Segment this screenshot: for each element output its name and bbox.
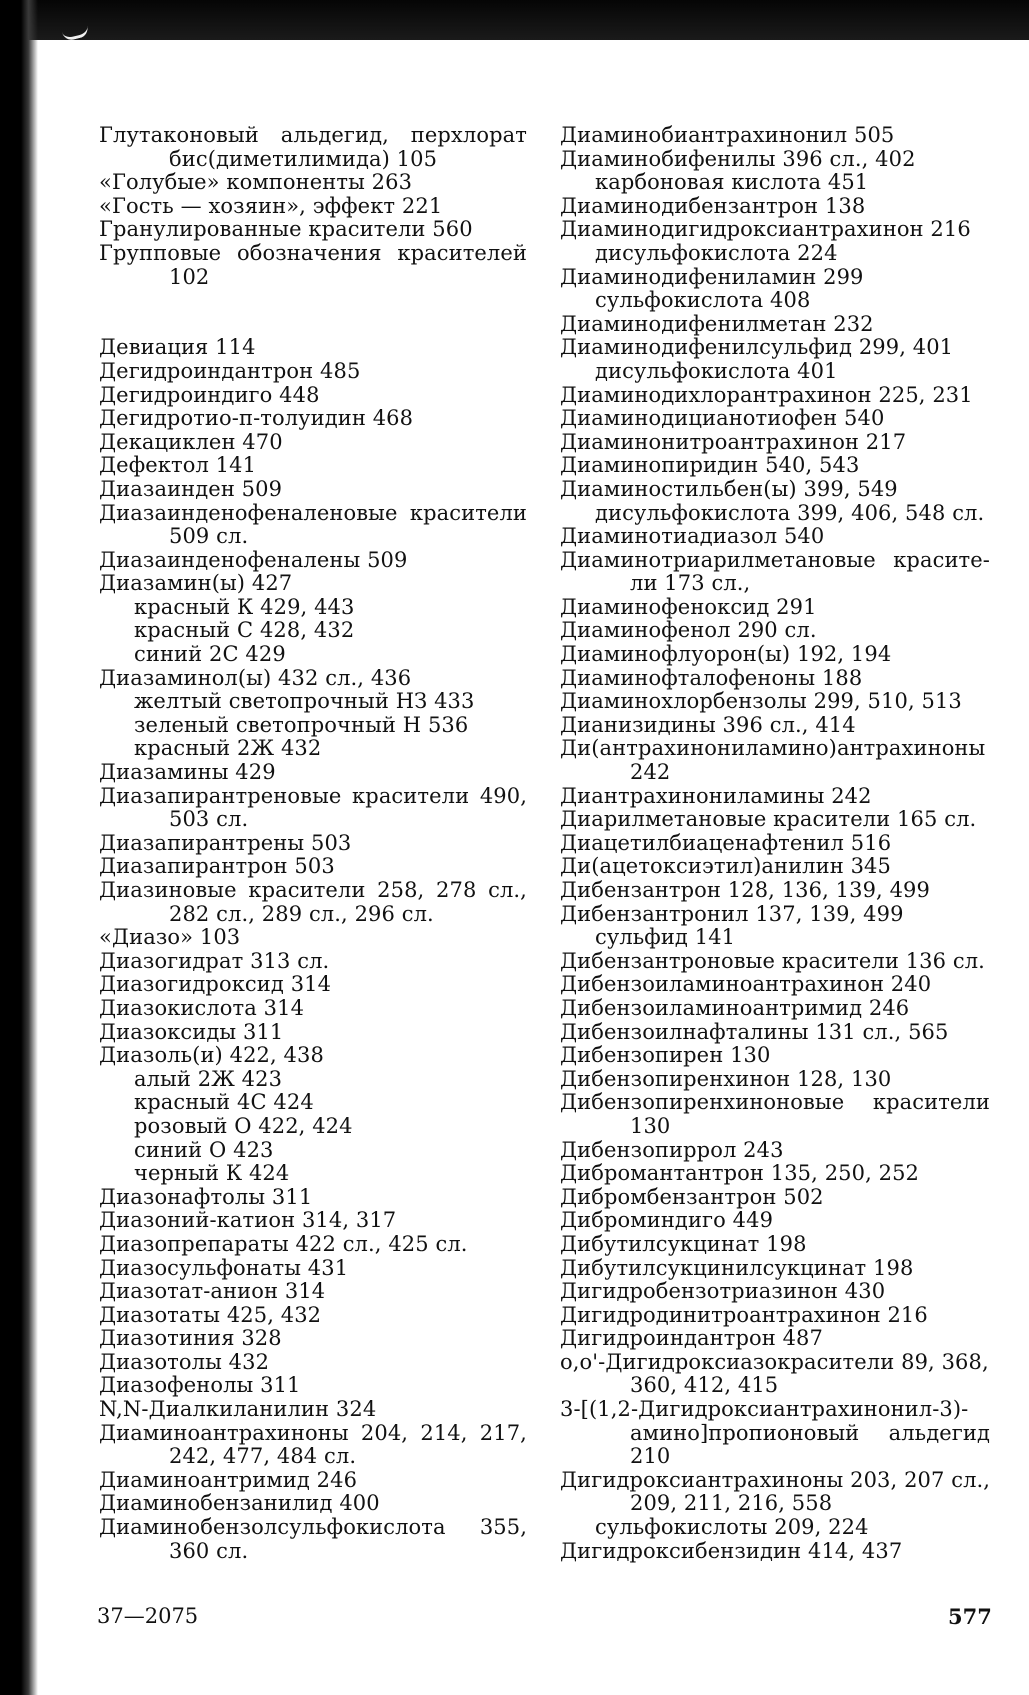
- index-entry: Диазокислота 314: [99, 995, 305, 1020]
- index-entry: Диазаминол(ы) 432 сл., 436: [99, 665, 412, 690]
- index-entry: Диаминофенол 290 сл.: [560, 618, 817, 643]
- index-entry: «Гость — хозяин», эффект 221: [99, 193, 443, 218]
- index-subentry: красный С 428, 432: [134, 618, 355, 643]
- index-entry: Диазосульфонаты 431: [99, 1255, 349, 1280]
- index-entry: Диазаинденофеналены 509: [99, 547, 408, 572]
- index-entry: Дегидротио-п-толуидин 468: [99, 406, 414, 431]
- index-entry: Диаминоантримид 246: [99, 1467, 358, 1492]
- index-entry: Диазоль(и) 422, 438: [99, 1043, 324, 1068]
- index-entry: Дегидроиндиго 448: [99, 382, 320, 407]
- index-entry: Диаминодихлорантрахинон 225, 231: [560, 382, 973, 407]
- index-entry: Дибензопирен 130: [560, 1043, 771, 1068]
- index-entry: Дибензантроновые красители 136 сл.: [560, 948, 985, 973]
- index-entry: Дианизидины 396 сл., 414: [560, 712, 856, 737]
- index-subentry: сульфид 141: [595, 925, 736, 950]
- index-column-left: [99, 124, 527, 1563]
- index-entry: Дигидроксибензидин 414, 437: [560, 1538, 903, 1563]
- index-subentry: 509 сл.: [169, 524, 249, 549]
- index-entry: Глутаконовый альдегид, перхлорат: [99, 123, 527, 147]
- index-entry: Диантрахинониламины 242: [560, 783, 872, 808]
- index-subentry: 503 сл.: [169, 807, 249, 832]
- index-entry: Диаминодифенилметан 232: [560, 311, 874, 336]
- index-entry: Диазотолы 432: [99, 1349, 270, 1374]
- index-entry: «Голубые» компоненты 263: [99, 170, 413, 195]
- index-subentry: карбоновая кислота 451: [595, 170, 869, 195]
- index-spacer: [99, 289, 527, 313]
- index-entry: Диазапирантрены 503: [99, 830, 352, 855]
- printer-signature: 37—2075: [97, 1604, 199, 1628]
- index-subentry: дисульфокислота 401: [595, 358, 838, 383]
- index-entry: Диаминодифениламин 299: [560, 264, 864, 289]
- index-entry: Диазапирантрон 503: [99, 854, 335, 879]
- index-entry: Диаминодицианотиофен 540: [560, 406, 885, 431]
- index-entry: Диазогидроксид 314: [99, 972, 332, 997]
- page-top-shadow: [0, 0, 1029, 40]
- index-entry: Ди(антрахинониламино)антрахиноны: [560, 736, 986, 761]
- index-entry: Диаминонитроантрахинон 217: [560, 429, 907, 454]
- index-spacer: [99, 313, 527, 337]
- index-entry: Диаминодигидроксиантрахинон 216: [560, 217, 971, 242]
- index-entry: Диаминофталофеноны 188: [560, 665, 863, 690]
- index-subentry: ли 173 сл.,: [630, 571, 751, 596]
- index-subentry: зеленый светопрочный Н 536: [134, 712, 469, 737]
- index-subentry: дисульфокислота 399, 406, 548 сл.: [595, 500, 985, 525]
- index-subentry: 102: [169, 264, 210, 289]
- index-subentry: синий О 423: [134, 1137, 274, 1162]
- index-entry: Диаминофлуорон(ы) 192, 194: [560, 642, 892, 667]
- page-left-edge-shadow: [0, 0, 38, 1695]
- index-entry: N,N-Диалкиланилин 324: [99, 1397, 377, 1422]
- index-subentry: 282 сл., 289 сл., 296 сл.: [169, 901, 434, 926]
- index-entry: Дибензантрон 128, 136, 139, 499: [560, 878, 930, 902]
- index-entry: Диаминостильбен(ы) 399, 549: [560, 476, 898, 501]
- index-entry: Диазотаты 425, 432: [99, 1302, 322, 1327]
- index-entry: Диаминотриарилметановые красите-: [560, 547, 990, 572]
- index-entry: Диаминофеноксид 291: [560, 594, 817, 619]
- index-entry: Дигидродинитроантрахинон 216: [560, 1302, 928, 1327]
- index-subentry: амино]пропионовый альдегид: [630, 1420, 990, 1445]
- index-entry: Дибензопиренхиноновые красители: [560, 1090, 990, 1115]
- index-entry: Диазотат-анион 314: [99, 1279, 326, 1304]
- index-entry: Диазоксиды 311: [99, 1019, 284, 1044]
- index-entry: Диазамин(ы) 427: [99, 571, 293, 596]
- index-entry: Диаминодифенилсульфид 299, 401: [560, 335, 954, 360]
- index-subentry: 242, 477, 484 сл.: [169, 1444, 357, 1469]
- index-entry: Диазоний-катион 314, 317: [99, 1208, 397, 1233]
- index-entry: Диаминобензолсульфокислота 355,: [99, 1515, 527, 1540]
- index-entry: Дибромбензантрон 502: [560, 1184, 824, 1209]
- index-column-right: [560, 124, 990, 1563]
- index-subentry: 242: [630, 760, 671, 785]
- index-entry: Диазонафтолы 311: [99, 1184, 313, 1209]
- index-entry: Дефектол 141: [99, 453, 257, 478]
- index-subentry: 360, 412, 415: [630, 1373, 779, 1398]
- index-entry: Дибензопиррол 243: [560, 1137, 784, 1162]
- index-subentry: алый 2Ж 423: [134, 1066, 283, 1091]
- index-subentry: 130: [630, 1113, 671, 1138]
- index-subentry: синий 2С 429: [134, 642, 286, 667]
- index-subentry: бис(диметилимида) 105: [169, 146, 438, 171]
- index-entry: Диазотиния 328: [99, 1326, 282, 1351]
- index-subentry: 210: [630, 1444, 671, 1469]
- index-subentry: желтый светопрочный НЗ 433: [134, 689, 475, 714]
- index-entry: Девиация 114: [99, 335, 256, 360]
- index-entry: Диаминоантрахиноны 204, 214, 217,: [99, 1420, 527, 1445]
- index-entry: Дибензоиламиноантримид 246: [560, 995, 910, 1020]
- page-number: 577: [948, 1604, 992, 1629]
- index-entry: Диазаинденофеналеновые красители: [99, 500, 527, 525]
- index-entry: Диаминопиридин 540, 543: [560, 453, 860, 478]
- index-subentry: сульфокислота 408: [595, 288, 811, 313]
- index-entry: Дибромантантрон 135, 250, 252: [560, 1161, 920, 1186]
- index-entry: Групповые обозначения красителей: [99, 240, 527, 265]
- index-entry: Гранулированные красители 560: [99, 217, 473, 242]
- index-entry: Диазаинден 509: [99, 476, 283, 501]
- index-subentry: красный 2Ж 432: [134, 736, 322, 761]
- index-entry: Диазофенолы 311: [99, 1373, 301, 1398]
- index-subentry: 360 сл.: [169, 1538, 249, 1563]
- index-entry: «Диазо» 103: [99, 925, 241, 950]
- index-subentry: сульфокислоты 209, 224: [595, 1515, 869, 1540]
- index-entry: Декациклен 470: [99, 429, 283, 454]
- index-entry: Диазопрепараты 422 сл., 425 сл.: [99, 1231, 468, 1256]
- index-subentry: черный К 424: [134, 1161, 290, 1186]
- index-entry: Диазапирантреновые красители 490,: [99, 783, 527, 808]
- index-entry: Диаминобензанилид 400: [99, 1491, 380, 1516]
- index-entry: о,о'-Дигидроксиазокрасители 89, 368,: [560, 1349, 989, 1374]
- index-entry: Диазамины 429: [99, 760, 276, 785]
- index-entry: Дибензоилнафталины 131 сл., 565: [560, 1019, 949, 1044]
- index-subentry: красный К 429, 443: [134, 594, 355, 619]
- index-entry: Дибензоиламиноантрахинон 240: [560, 972, 932, 997]
- index-entry: Диаминобиантрахинонил 505: [560, 123, 895, 147]
- index-entry: Диаминодибензантрон 138: [560, 193, 866, 218]
- index-subentry: розовый О 422, 424: [134, 1113, 353, 1138]
- index-entry: Дибензантронил 137, 139, 499: [560, 901, 904, 926]
- index-entry: Дибутилсукцинат 198: [560, 1231, 807, 1256]
- index-subentry: красный 4С 424: [134, 1090, 314, 1115]
- index-subentry: 209, 211, 216, 558: [630, 1491, 833, 1516]
- index-entry: Дибутилсукцинилсукцинат 198: [560, 1255, 914, 1280]
- index-entry: Диаминохлорбензолы 299, 510, 513: [560, 689, 962, 714]
- index-subentry: дисульфокислота 224: [595, 240, 838, 265]
- index-entry: Диаминобифенилы 396 сл., 402: [560, 146, 916, 171]
- index-entry: Дигидробензотриазинон 430: [560, 1279, 886, 1304]
- index-entry: Дегидроиндантрон 485: [99, 358, 361, 383]
- index-entry: Диаминотиадиазол 540: [560, 524, 825, 549]
- index-entry: 3-[(1,2-Дигидроксиантрахинонил-3)-: [560, 1397, 969, 1422]
- index-entry: Диброминдиго 449: [560, 1208, 774, 1233]
- index-entry: Диацетилбиаценафтенил 516: [560, 830, 892, 855]
- index-entry: Дигидроиндантрон 487: [560, 1326, 823, 1351]
- index-entry: Диарилметановые красители 165 сл.: [560, 807, 977, 832]
- index-entry: Диазогидрат 313 сл.: [99, 948, 330, 973]
- index-entry: Диазиновые красители 258, 278 сл.,: [99, 878, 527, 902]
- index-entry: Дигидроксиантрахиноны 203, 207 сл.,: [560, 1467, 991, 1492]
- index-entry: Ди(ацетоксиэтил)анилин 345: [560, 854, 891, 879]
- index-entry: Дибензопиренхинон 128, 130: [560, 1066, 892, 1091]
